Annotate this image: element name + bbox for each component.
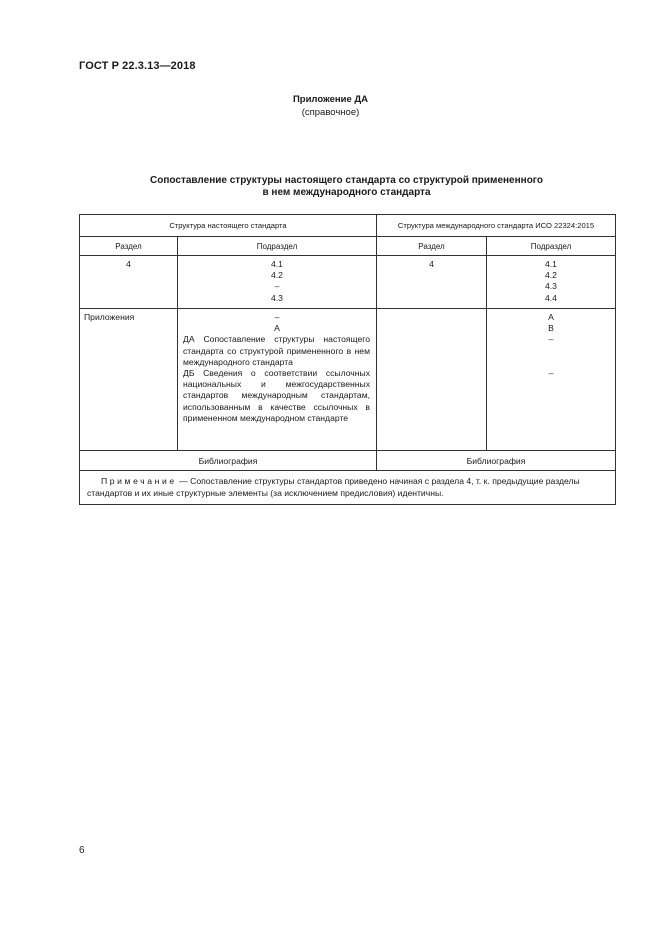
row1-sub-3: –	[274, 281, 280, 292]
row1-sub-4: 4.3	[271, 292, 283, 303]
col-header-section-intl: Раздел	[377, 237, 487, 256]
comparison-table	[79, 214, 616, 505]
row2-intl-dash2: –	[548, 367, 554, 378]
row1-intl-sub-1: 4.1	[545, 259, 557, 269]
row1-subsections	[178, 256, 377, 309]
row1-sub-1: 4.1	[271, 259, 283, 269]
row1-section-value: 4	[126, 259, 131, 269]
bibliography-row	[80, 451, 616, 471]
row2-sub-db: ДБ Сведения о соответствии ссылочных национальных и межгосударственных стандартов международным стандартам, использованным в качестве ссылочных в примененном международном стандарте	[183, 368, 370, 423]
row1-sub-2: 4.2	[271, 270, 283, 281]
bibliography-left: Библиография	[80, 451, 377, 471]
row2-intl-a: А	[548, 312, 554, 322]
annex-subtitle: (справочное)	[301, 107, 360, 118]
row2-sub-dash: –	[274, 312, 280, 322]
table-title-line2: в нем международного стандарта	[262, 187, 431, 198]
page-number: 6	[79, 845, 85, 856]
annex-heading	[0, 93, 661, 119]
row1-subsections-intl	[487, 256, 616, 309]
row2-section-value: Приложения	[84, 312, 135, 322]
note-cell	[80, 471, 616, 505]
row1-intl-sub-4: 4.4	[545, 292, 557, 303]
table-row	[80, 256, 616, 309]
row2-section	[80, 309, 178, 451]
row2-intl-b: В	[548, 323, 554, 334]
bibliography-right: Библиография	[377, 451, 616, 471]
row1-intl-sub-3: 4.3	[545, 281, 557, 292]
header-this-standard: Структура настоящего стандарта	[80, 215, 377, 237]
note-row	[80, 471, 616, 505]
header-intl-standard: Структура международного стандарта ИСО 22324:2015	[377, 215, 616, 237]
row2-subsections	[178, 309, 377, 451]
table-title-line1: Сопоставление структуры настоящего стандарта со структурой примененного	[150, 175, 543, 186]
col-header-section: Раздел	[80, 237, 178, 256]
row2-sub-da: ДА Сопоставление структуры настоящего стандарта со структурой примененного в нем международного стандарта	[183, 334, 370, 367]
group-header-row	[80, 215, 616, 237]
row1-section	[80, 256, 178, 309]
row2-section-intl	[377, 309, 487, 451]
row1-section-intl	[377, 256, 487, 309]
table-title	[79, 175, 614, 199]
row1-section-intl-value: 4	[429, 259, 434, 269]
col-header-subsection-intl: Подраздел	[487, 237, 616, 256]
column-header-row	[80, 237, 616, 256]
note-label: Примечание	[101, 476, 177, 486]
note-text: — Сопоставление структуры стандартов приведено начиная с раздела 4, т. к. предыдущие разделы стандартов и их иные структурные элементы (за исключением предисловия) идентичны.	[87, 476, 580, 498]
col-header-subsection: Подраздел	[178, 237, 377, 256]
annex-title: Приложение ДА	[292, 94, 369, 105]
document-code: ГОСТ Р 22.3.13—2018	[79, 60, 196, 72]
row2-sub-a: А	[274, 323, 280, 334]
row1-intl-sub-2: 4.2	[545, 270, 557, 281]
row2-subsections-intl	[487, 309, 616, 451]
table-row	[80, 309, 616, 451]
row2-intl-dash1: –	[548, 334, 554, 345]
